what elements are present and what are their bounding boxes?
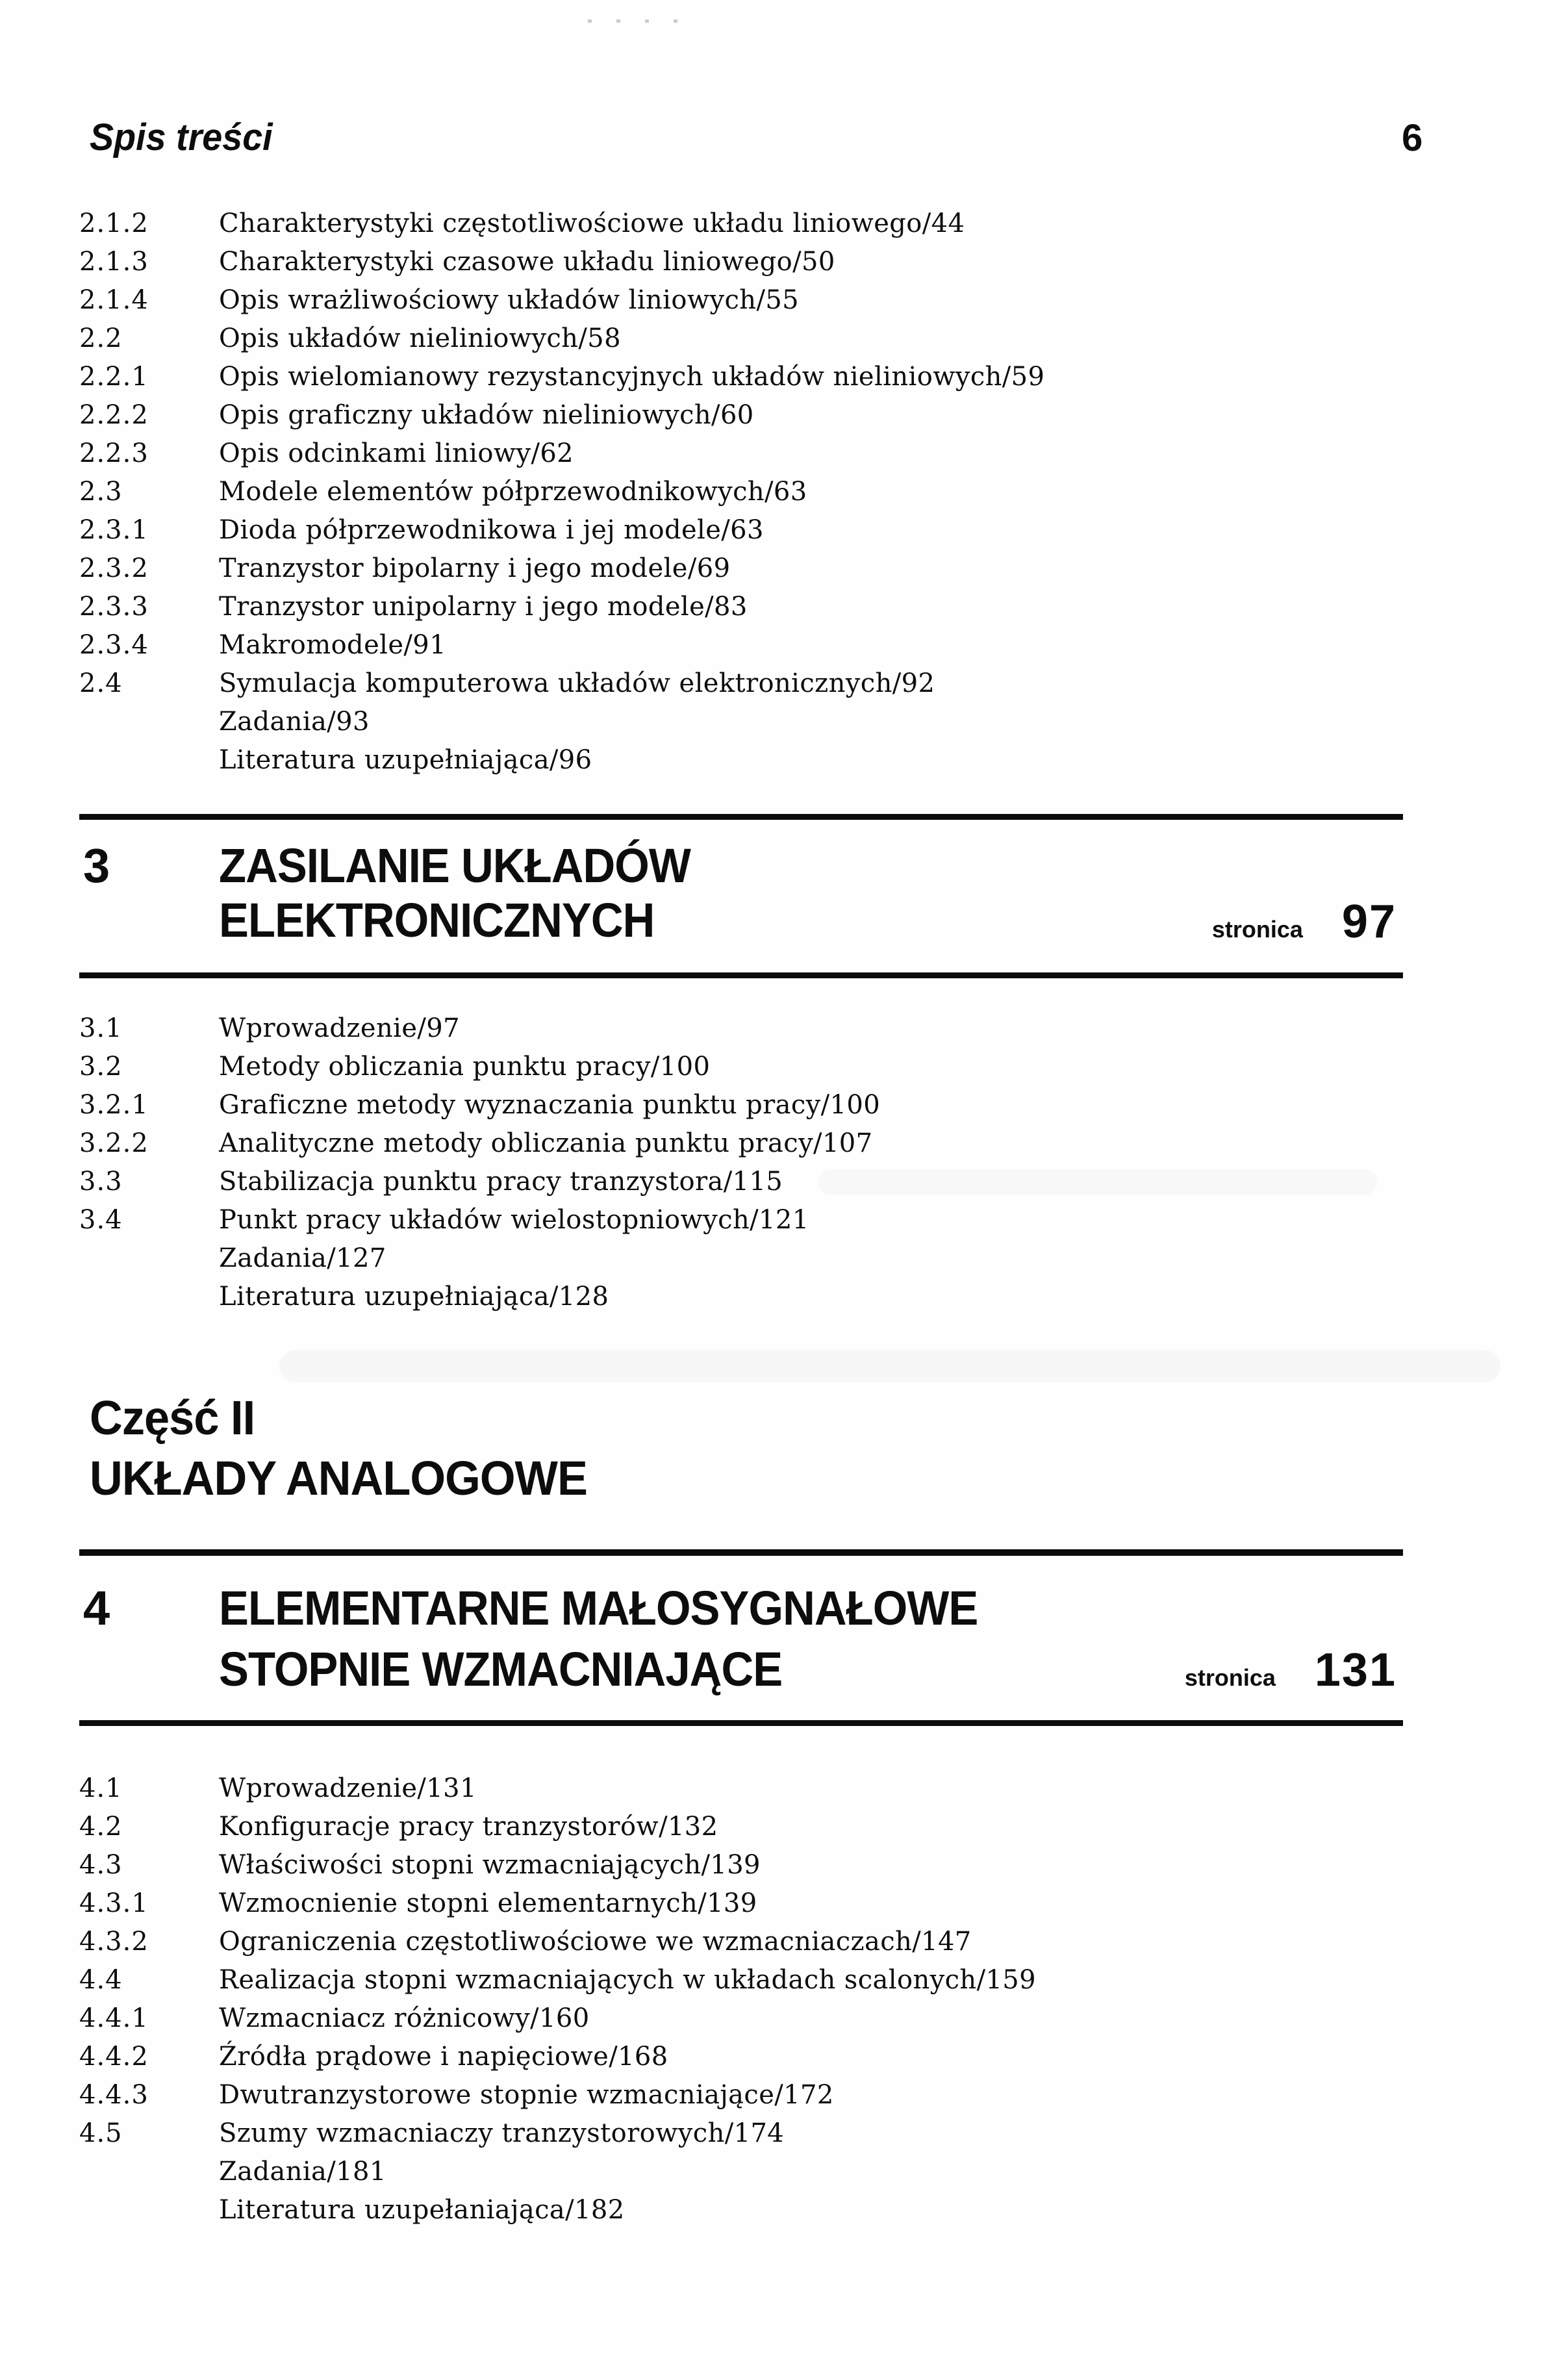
toc-row bbox=[79, 741, 1404, 779]
toc-row bbox=[79, 1009, 1404, 1047]
scan-artifact bbox=[279, 1350, 1500, 1382]
toc-list-chapter-3 bbox=[79, 1009, 1404, 1315]
chapter-start-page: 131 bbox=[1314, 1644, 1397, 1696]
toc-entry-number: 3.3 bbox=[79, 1166, 123, 1197]
toc-list-chapter-4 bbox=[79, 1769, 1404, 2229]
toc-row bbox=[79, 511, 1404, 549]
toc-row bbox=[79, 2152, 1404, 2190]
toc-entry-number: 2.3.2 bbox=[79, 553, 149, 583]
part-header bbox=[90, 1388, 613, 1508]
toc-entry-title: Literatura uzupełniająca/96 bbox=[219, 744, 592, 775]
toc-entry-title: Wzmocnienie stopni elementarnych/139 bbox=[219, 1888, 757, 1918]
toc-row bbox=[79, 281, 1404, 319]
toc-entry-title: Zadania/181 bbox=[219, 2156, 386, 2187]
toc-entry-title: Opis graficzny układów nieliniowych/60 bbox=[219, 400, 754, 430]
toc-entry-number: 4.1 bbox=[79, 1773, 123, 1803]
toc-entry-title: Symulacja komputerowa układów elektronicznych/92 bbox=[219, 668, 935, 698]
toc-entry-title: Literatura uzupełaniająca/182 bbox=[219, 2194, 625, 2225]
toc-entry-title: Właściwości stopni wzmacniających/139 bbox=[219, 1849, 761, 1880]
toc-row bbox=[79, 664, 1404, 702]
toc-entry-title: Tranzystor bipolarny i jego modele/69 bbox=[219, 553, 731, 583]
toc-entry-title: Zadania/127 bbox=[219, 1243, 386, 1273]
toc-row bbox=[79, 1239, 1404, 1277]
toc-entry-number: 4.3 bbox=[79, 1849, 123, 1880]
horizontal-rule bbox=[79, 1720, 1403, 1726]
toc-entry-number: 3.2 bbox=[79, 1051, 123, 1082]
chapter-title bbox=[219, 839, 1320, 948]
page-title: Spis treści bbox=[90, 116, 273, 159]
scan-artifact bbox=[588, 19, 702, 23]
toc-entry-number: 2.2.1 bbox=[79, 361, 149, 392]
toc-entry-number: 2.4 bbox=[79, 668, 123, 698]
toc-entry-title: Opis układów nieliniowych/58 bbox=[219, 323, 621, 353]
toc-entry-title: Dioda półprzewodnikowa i jej modele/63 bbox=[219, 514, 764, 545]
toc-entry-number: 3.1 bbox=[79, 1013, 123, 1043]
toc-entry-title: Metody obliczania punktu pracy/100 bbox=[219, 1051, 711, 1082]
toc-entry-title: Tranzystor unipolarny i jego modele/83 bbox=[219, 591, 748, 622]
toc-row bbox=[79, 1124, 1404, 1162]
toc-entry-title: Charakterystyki częstotliwościowe układu liniowego/44 bbox=[219, 208, 965, 238]
toc-entry-number: 2.3.1 bbox=[79, 514, 149, 545]
toc-entry-number: 4.4 bbox=[79, 1964, 123, 1995]
toc-entry-title: Opis wielomianowy rezystancyjnych układów nieliniowych/59 bbox=[219, 361, 1045, 392]
chapter-title-line: ELEKTRONICZNYCH bbox=[219, 893, 655, 947]
toc-entry-number: 2.1.3 bbox=[79, 246, 149, 277]
toc-entry-number: 2.3.4 bbox=[79, 629, 149, 660]
horizontal-rule bbox=[79, 1549, 1403, 1556]
toc-entry-title: Charakterystyki czasowe układu liniowego/50 bbox=[219, 246, 835, 277]
toc-entry-title: Opis wrażliwościowy układów liniowych/55 bbox=[219, 285, 800, 315]
toc-entry-title: Wzmacniacz różnicowy/160 bbox=[219, 2003, 590, 2033]
toc-entry-number: 2.2 bbox=[79, 323, 123, 353]
toc-entry-number: 3.2.2 bbox=[79, 1128, 149, 1158]
toc-entry-number: 3.4 bbox=[79, 1204, 123, 1235]
toc-entry-number: 4.2 bbox=[79, 1811, 123, 1842]
chapter-title-line: STOPNIE WZMACNIAJĄCE bbox=[219, 1642, 783, 1696]
toc-row bbox=[79, 1846, 1404, 1884]
toc-row bbox=[79, 549, 1404, 587]
toc-row bbox=[79, 1884, 1404, 1922]
toc-row bbox=[79, 587, 1404, 626]
toc-row bbox=[79, 2075, 1404, 2114]
part-title: UKŁADY ANALOGOWE bbox=[90, 1451, 587, 1505]
toc-row bbox=[79, 434, 1404, 472]
page-ref-label: stronica bbox=[1184, 1664, 1276, 1691]
toc-entry-title: Graficzne metody wyznaczania punktu pracy/100 bbox=[219, 1089, 881, 1120]
toc-row bbox=[79, 702, 1404, 741]
toc-entry-number: 2.1.4 bbox=[79, 285, 149, 315]
toc-row bbox=[79, 2114, 1404, 2152]
toc-row bbox=[79, 472, 1404, 511]
toc-row bbox=[79, 319, 1404, 357]
toc-entry-number: 4.5 bbox=[79, 2118, 123, 2148]
toc-entry-title: Modele elementów półprzewodnikowych/63 bbox=[219, 476, 807, 507]
toc-entry-number: 4.4.3 bbox=[79, 2079, 149, 2110]
toc-entry-title: Zadania/93 bbox=[219, 706, 370, 737]
chapter-title-line: ELEMENTARNE MAŁOSYGNAŁOWE bbox=[219, 1581, 978, 1635]
toc-entry-title: Opis odcinkami liniowy/62 bbox=[219, 438, 574, 468]
horizontal-rule bbox=[79, 814, 1403, 820]
toc-row bbox=[79, 2190, 1404, 2229]
toc-entry-title: Źródła prądowe i napięciowe/168 bbox=[219, 2041, 668, 2072]
toc-entry-title: Makromodele/91 bbox=[219, 629, 446, 660]
page-ref-label: stronica bbox=[1211, 916, 1303, 943]
toc-entry-title: Konfiguracje pracy tranzystorów/132 bbox=[219, 1811, 718, 1842]
toc-row bbox=[79, 1999, 1404, 2037]
chapter-4-header bbox=[79, 1578, 1403, 1700]
toc-row bbox=[79, 357, 1404, 396]
toc-entry-number: 2.1.2 bbox=[79, 208, 149, 238]
chapter-page-ref bbox=[1184, 1644, 1397, 1696]
chapter-title bbox=[219, 1578, 1320, 1700]
toc-entry-title: Analityczne metody obliczania punktu pracy/107 bbox=[219, 1128, 873, 1158]
toc-row bbox=[79, 242, 1404, 281]
chapter-title-line: ZASILANIE UKŁADÓW bbox=[219, 839, 690, 893]
toc-entry-title: Realizacja stopni wzmacniających w układach scalonych/159 bbox=[219, 1964, 1036, 1995]
toc-entry-title: Wprowadzenie/97 bbox=[219, 1013, 460, 1043]
toc-entry-title: Stabilizacja punktu pracy tranzystora/115 bbox=[219, 1166, 783, 1197]
toc-row bbox=[79, 1769, 1404, 1807]
toc-entry-title: Ograniczenia częstotliwościowe we wzmacniaczach/147 bbox=[219, 1926, 972, 1957]
toc-entry-title: Punkt pracy układów wielostopniowych/121 bbox=[219, 1204, 809, 1235]
toc-row bbox=[79, 2037, 1404, 2075]
toc-row bbox=[79, 1960, 1404, 1999]
toc-row bbox=[79, 1047, 1404, 1085]
toc-entry-number: 4.4.2 bbox=[79, 2041, 149, 2072]
toc-entry-number: 4.4.1 bbox=[79, 2003, 149, 2033]
toc-entry-number: 2.3 bbox=[79, 476, 123, 507]
horizontal-rule bbox=[79, 972, 1403, 978]
toc-entry-number: 2.3.3 bbox=[79, 591, 149, 622]
toc-row bbox=[79, 1200, 1404, 1239]
toc-row bbox=[79, 626, 1404, 664]
chapter-3-header bbox=[79, 839, 1403, 948]
toc-entry-number: 4.3.1 bbox=[79, 1888, 149, 1918]
chapter-number: 3 bbox=[83, 839, 110, 893]
chapter-number: 4 bbox=[83, 1581, 110, 1635]
toc-entry-title: Dwutranzystorowe stopnie wzmacniające/172 bbox=[219, 2079, 834, 2110]
toc-row bbox=[79, 1277, 1404, 1315]
toc-entry-number: 3.2.1 bbox=[79, 1089, 149, 1120]
toc-row bbox=[79, 1162, 1404, 1200]
toc-row bbox=[79, 396, 1404, 434]
toc-entry-number: 4.3.2 bbox=[79, 1926, 149, 1957]
toc-entry-title: Wprowadzenie/131 bbox=[219, 1773, 477, 1803]
toc-row bbox=[79, 1085, 1404, 1124]
chapter-start-page: 97 bbox=[1341, 896, 1397, 948]
toc-entry-title: Literatura uzupełniająca/128 bbox=[219, 1281, 609, 1312]
toc-entry-number: 2.2.2 bbox=[79, 400, 149, 430]
toc-list-chapter-2 bbox=[79, 204, 1404, 779]
toc-entry-title: Szumy wzmacniaczy tranzystorowych/174 bbox=[219, 2118, 785, 2148]
toc-entry-number: 2.2.3 bbox=[79, 438, 149, 468]
page-number: 6 bbox=[1402, 117, 1423, 159]
part-label: Część II bbox=[90, 1391, 255, 1445]
toc-row bbox=[79, 1807, 1404, 1846]
chapter-page-ref bbox=[1211, 896, 1397, 948]
toc-row bbox=[79, 1922, 1404, 1960]
toc-row bbox=[79, 204, 1404, 242]
